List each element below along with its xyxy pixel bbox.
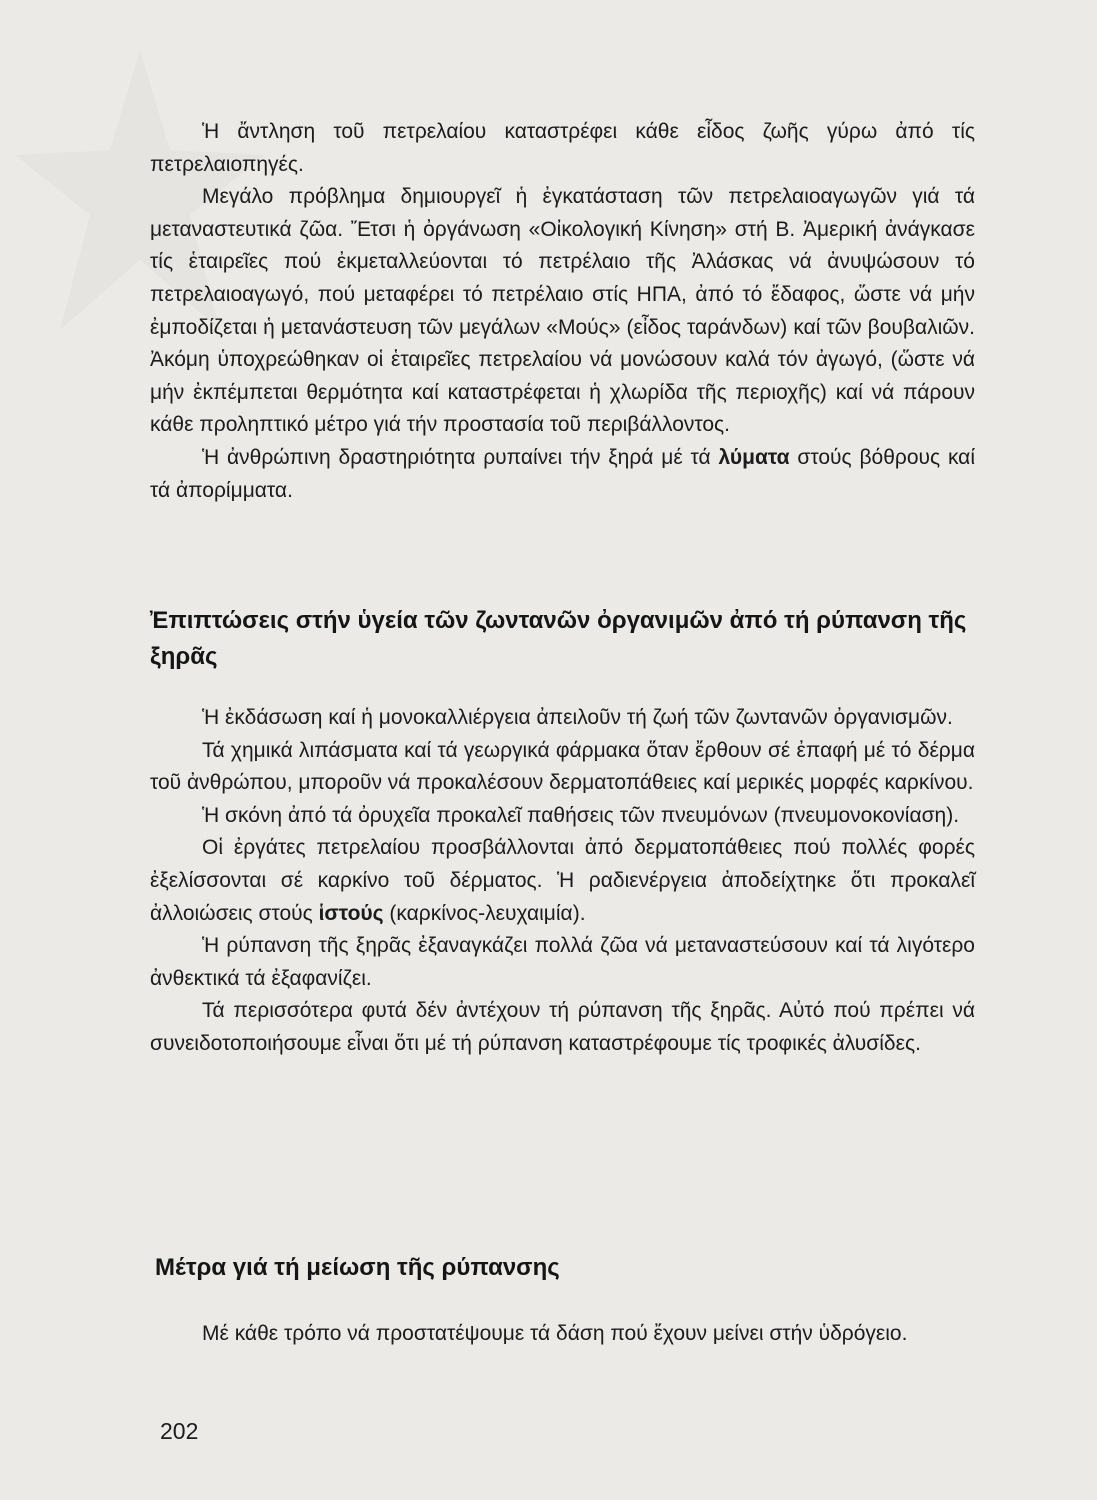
- paragraph-text: στούς βόθρους καί τά ἀπορίμματα.: [150, 445, 975, 502]
- page-number: 202: [160, 1418, 199, 1444]
- section-health-effects: [150, 702, 975, 1061]
- section-heading-pollution-measures: Μέτρα γιά τή μείωση τῆς ρύπανσης: [155, 1254, 560, 1281]
- paragraph: [150, 832, 975, 930]
- paragraph-text: Οἱ ἐργάτες πετρελαίου προσβάλλονται ἀπό δερματοπάθειες πού πολλές φορές ἐξελίσσονται σέ καρκίνο τοῦ δέρματος. Ἡ ραδιενέργεια ἀποδείχτηκε ὅτι προκαλεῖ ἀλλοιώσεις στούς: [150, 836, 975, 925]
- section-pollution-measures: [150, 1318, 975, 1351]
- paragraph: Ἡ ἐκδάσωση καί ἡ μονοκαλλιέργεια ἀπειλοῦν τή ζωή τῶν ζωντανῶν ὀργανισμῶν.: [202, 706, 953, 729]
- paragraph: Ἡ ρύπανση τῆς ξηρᾶς ἐξαναγκάζει πολλά ζῶα νά μεταναστεύσουν καί τά λιγότερο ἀνθεκτικά τά ἐξαφανίζει.: [150, 934, 975, 990]
- section-heading-health-effects: Ἐπιπτώσεις στήν ὑγεία τῶν ζωντανῶν ὀργανιμῶν ἀπό τή ρύπανση τῆς ξηρᾶς: [150, 607, 967, 670]
- paragraph: Τά χημικά λιπάσματα καί τά γεωργικά φάρμακα ὅταν ἔρθουν σέ ἐπαφή μέ τό δέρμα τοῦ ἀνθρώπου, μποροῦν νά προκαλέσουν δερματοπάθειες καί μερικές μορφές καρκίνου.: [150, 738, 975, 795]
- paragraph: Ἡ ἄντληση τοῦ πετρελαίου καταστρέφει κάθε εἶδος ζωῆς γύρω ἀπό τίς πετρελαιοπηγές.: [150, 120, 975, 176]
- paragraph: Μέ κάθε τρόπο νά προστατέψουμε τά δάση πού ἔχουν μείνει στήν ὑδρόγειο.: [202, 1322, 908, 1345]
- paragraph: Ἡ σκόνη ἀπό τά ὀρυχεῖα προκαλεῖ παθήσεις τῶν πνευμόνων (πνευμονοκονίαση).: [202, 803, 960, 827]
- paragraph: Τά περισσότερα φυτά δέν ἀντέχουν τή ρύπανση τῆς ξηρᾶς. Αὐτό πού πρέπει νά συνειδοτοποιήσουμε εἶναι ὅτι μέ τή ρύπανση καταστρέφουμε τίς τροφικές ἀλυσίδες.: [150, 999, 975, 1055]
- paragraph-text: Ἡ ἀνθρώπινη δραστηριότητα ρυπαίνει τήν ξηρά μέ τά: [202, 445, 719, 469]
- paragraph: [150, 442, 975, 507]
- section-oil-extraction: [150, 116, 975, 507]
- paragraph: Μεγάλο πρόβλημα δημιουργεῖ ἡ ἐγκατάσταση τῶν πετρελαιοαγωγῶν γιά τά μεταναστευτικά ζῶα. Ἔτσι ἡ ὀργάνωση «Οἰκολογική Κίνηση» στή Β. Ἀμερική ἀνάγκασε τίς ἑταιρεῖες πού ἐκμεταλλεύονται τό πετρέλαιο τῆς Ἀλάσκας νά ἀνυψώσουν τό πετρελαιοαγωγό, πού μεταφέρει τό πετρέλαιο στίς ΗΠΑ, ἀπό τό ἔδαφος, ὥστε νά μήν ἐμποδίζεται ἡ μετανάστευση τῶν μεγάλων «Μούς» (εἶδος ταράνδων) καί τῶν βουβαλιῶν. Ἀκόμη ὑποχρεώθηκαν οἱ ἑταιρεῖες πετρελαίου νά μονώσουν καλά τόν ἀγωγό, (ὥστε νά μήν ἐκπέμπεται θερμότητα καί καταστρέφεται ἡ χλωρίδα τῆς περιοχῆς) καί νά πάρουν κάθε προληπτικό μέτρο γιά τήν προστασία τοῦ περιβάλλοντος.: [150, 185, 975, 437]
- paragraph-text: (καρκίνος-λευχαιμία).: [383, 901, 586, 925]
- bold-term: λύματα: [718, 445, 790, 469]
- bold-term: ἱστούς: [318, 901, 384, 925]
